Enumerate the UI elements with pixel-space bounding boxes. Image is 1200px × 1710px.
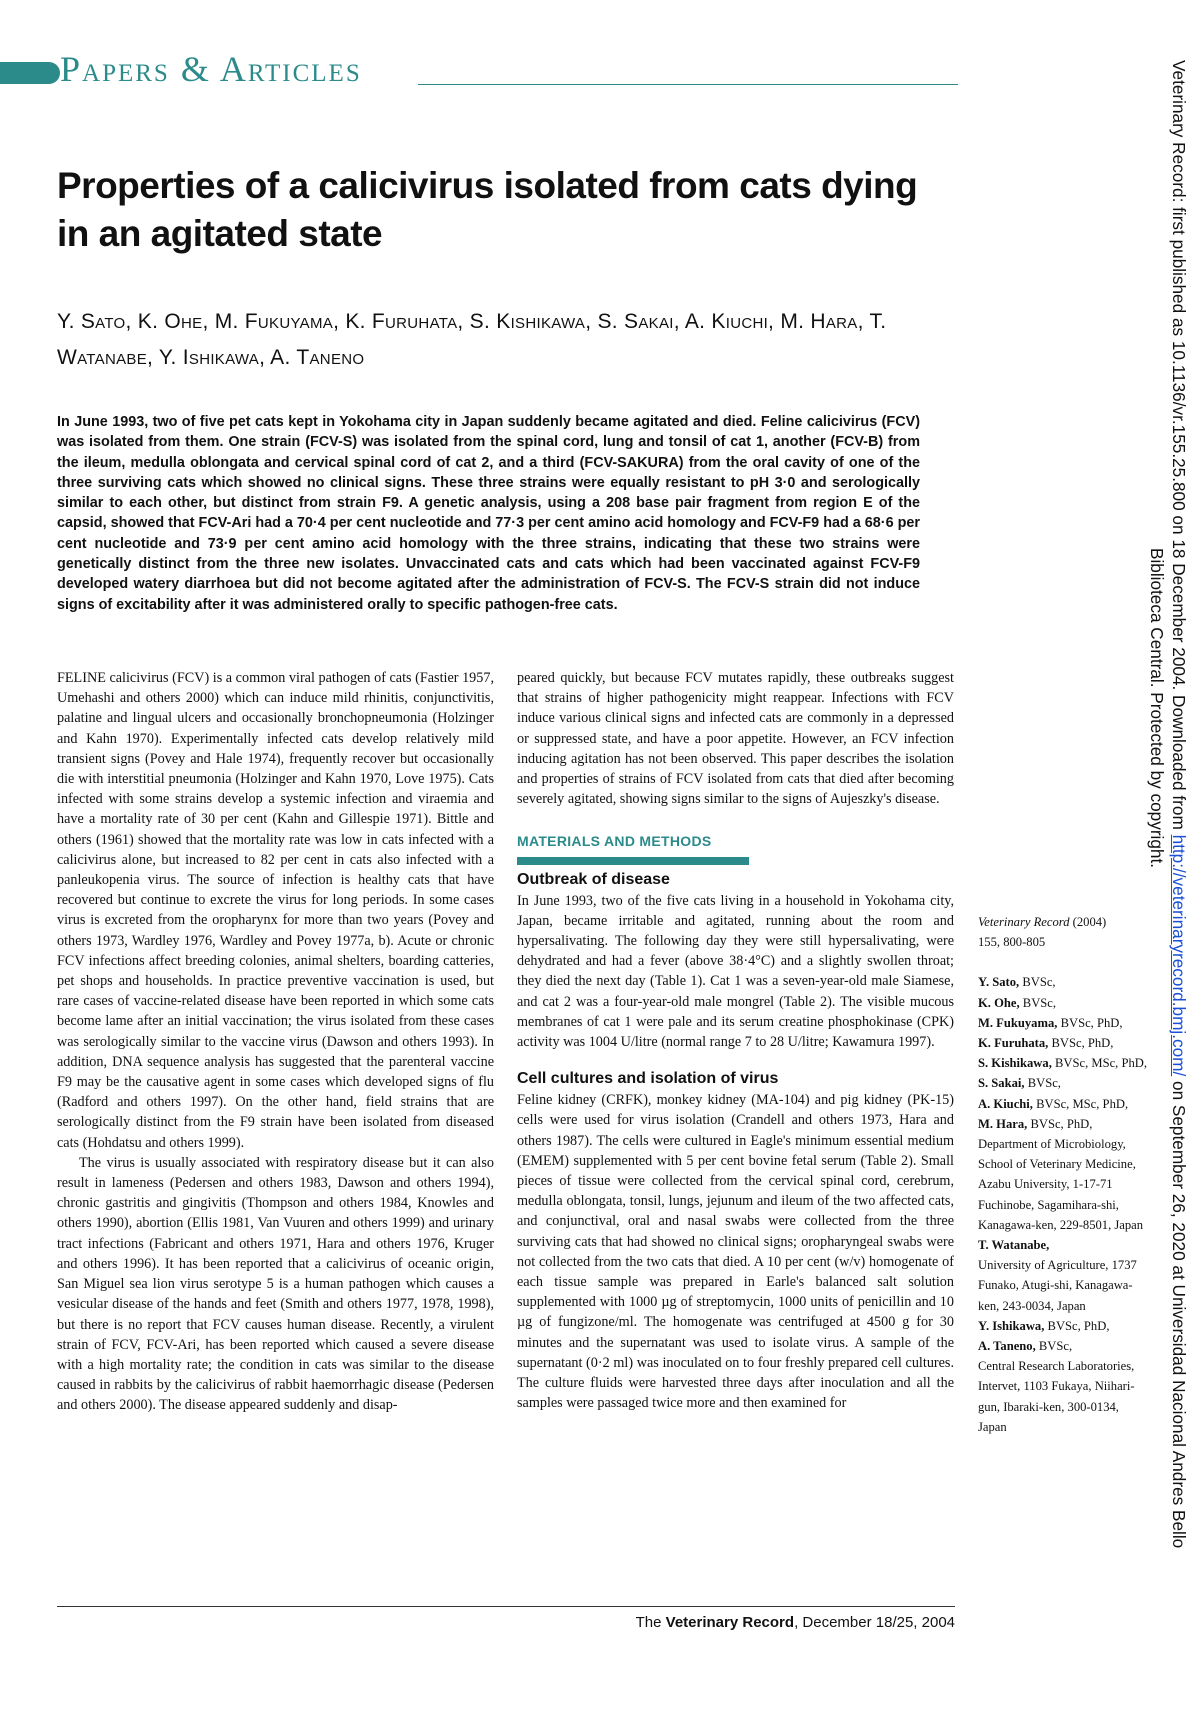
footer-rule	[57, 1606, 955, 1607]
footer-date: , December 18/25, 2004	[794, 1614, 955, 1631]
affiliation-1	[978, 972, 1150, 1437]
affiliation-author	[978, 1013, 1150, 1033]
affiliation-author	[978, 1316, 1150, 1336]
body-paragraph: The virus is usually associated with respiratory disease but it can also result in lameness (Pedersen and others 1983, Dawson and others 1994), chronic gastritis and gingivitis (Thompson and others 1984, Knowles and others 1990), abortion (Ellis 1981, Van Vuuren and others 1999) and urinary tract infections (Fabricant and others 1971, Hara and others 1976, Kruger and others 1996). It has been reported that a calicivirus of oceanic origin, San Miguel sea lion virus serotype 5 is a human pathogen which causes a vesicular disease of the hands and feet (Smith and others 1977, 1978, 1998), but there is no report that FCV causes human disease. Recently, a virulent strain of FCV, FCV-Ari, has been reported which caused a severe disease with a high mortality rate; the condition in cats was similar to the disease caused in rabbits by the calicivirus of rabbit haemorrhagic disease (Pedersen and others 2000). The disease appeared suddenly and disap-	[57, 1154, 494, 1414]
affiliation-names	[978, 1316, 1150, 1356]
download-notice-text: Veterinary Record: first published as 10.1136/vr.155.25.800 on 18 December 2004. Downloaded from	[1169, 60, 1189, 830]
outbreak-paragraph: In June 1993, two of the five cats living in a household in Yokohama city, Japan, became irritable and agitated, running about the room and hypersalivating. The following day they were still hypersalivating, were dehydrated and had a fever (above 38·4°C) and a slightly swollen throat; they died the next day (Table 1). Cat 1 was a seven-year-old male Siamese, and cat 2 was a four-year-old male mongrel (Table 2). The visible mucous membranes of cat 1 were pale and its serum creatine phosphokinase (CPK) activity was 1004 U/litre (normal range 7 to 28 U/litre; Kawamura 1997).	[517, 892, 954, 1051]
journal-citation: 155, 800-805	[978, 935, 1046, 950]
header-rule	[418, 84, 958, 85]
outbreak-heading: Outbreak of disease	[517, 870, 670, 888]
section-marker	[0, 62, 60, 84]
journal-year: (2004)	[1072, 915, 1107, 929]
affiliation-name: T. Watanabe,	[978, 1238, 1050, 1253]
download-notice	[1146, 60, 1190, 1710]
author-degree: BVSc, PhD,	[1044, 1318, 1110, 1333]
sidebar	[978, 912, 1150, 1437]
author-name: Y. Ishikawa,	[978, 1318, 1045, 1333]
author-name: S. Sakai,	[978, 1076, 1025, 1091]
author-name: M. Hara,	[978, 1116, 1028, 1131]
author-name: K. Furuhata,	[978, 1036, 1049, 1051]
affiliation-author	[978, 1053, 1150, 1073]
download-notice-text: on September 26, 2020 at Universidad Nacional Andres Bello	[1169, 1081, 1189, 1549]
author-degree: BVSc, PhD,	[1027, 1116, 1093, 1131]
affiliation-author	[978, 1094, 1150, 1114]
materials-methods-heading: MATERIALS AND METHODS	[517, 831, 749, 864]
affiliation-author	[978, 1114, 1150, 1134]
page-footer	[600, 1614, 955, 1631]
journal-name: Veterinary Record	[978, 915, 1070, 929]
affiliation-author	[978, 1033, 1150, 1053]
author-name: M. Fukuyama,	[978, 1015, 1058, 1030]
journal-link[interactable]: http://veterinaryrecord.bmj.com/	[1169, 834, 1189, 1077]
affiliation-author	[978, 972, 1150, 992]
citation-block	[978, 912, 1150, 952]
cell-cultures-paragraph: Feline kidney (CRFK), monkey kidney (MA-104) and pig kidney (PK-15) cells were used for virus isolation (Crandell and others 1973, Hara and others 1987). The cells were cultured in Eagle's minimum essential medium (EMEM) supplemented with 5 per cent bovine fetal serum (Table 2). Small pieces of tissue were collected from the cervical spinal cord, cerebrum, medulla oblongata, tonsil, lungs, jejunum and ileum of the two affected cats, and conjunctival, oral and nasal swabs were collected from the three surviving cats that had showed no clinical signs; oropharyngeal swabs were not collected from the two cats that died. A 10 per cent (w/v) homogenate of each tissue sample was prepared in Earle's balanced salt solution supplemented with 1000 µg of streptomycin, 1000 units of penicillin and 10 µg of fungizone/ml. The homogenate was centrifuged at 4500 g for 30 minutes and the supernatant was used to isolate virus. A sample of the supernatant (0·2 ml) was inoculated on to four freshly prepared cell cultures. The culture fluids were harvested three days after inoculation and all the samples were passaged twice more and then examined for	[517, 1092, 954, 1412]
affiliation-address: University of Agriculture, 1737 Funako, Atugi-shi, Kanagawa-ken, 243-0034, Japan	[978, 1258, 1137, 1313]
author-degree: BVSc,	[1035, 1339, 1073, 1354]
footer-prefix: The	[635, 1614, 662, 1631]
body-column-right	[517, 668, 954, 1414]
section-title: Papers & Articles	[60, 49, 362, 89]
author-degree: BVSc, PhD,	[1048, 1036, 1114, 1051]
author-name: Y. Sato,	[978, 975, 1020, 990]
author-degree: BVSc, MSc, PhD,	[1051, 1056, 1148, 1071]
author-degree: BVSc,	[1019, 995, 1057, 1010]
author-name: K. Ohe,	[978, 995, 1020, 1010]
article-title: Properties of a calicivirus isolated from cats dying in an agitated state	[57, 165, 918, 254]
affiliation-author	[978, 993, 1150, 1013]
author-degree: BVSc,	[1019, 975, 1056, 990]
download-notice-line2: Biblioteca Central. Protected by copyright.	[1147, 548, 1167, 869]
footer-journal: Veterinary Record	[665, 1614, 795, 1631]
author-degree: BVSc,	[1024, 1076, 1061, 1091]
author-name: S. Kishikawa,	[978, 1056, 1052, 1071]
body-paragraph: peared quickly, but because FCV mutates rapidly, these outbreaks suggest that strains of higher pathogenicity might reappear. Infections with FCV induce various clinical signs and infected cats are commonly in a depressed or suppressed state, and have a poor appetite. However, an FCV infection inducing agitation has not been observed. This paper describes the isolation and properties of strains of FCV isolated from cats that died after becoming severely agitated, showing signs similar to the signs of Aujeszky's disease.	[517, 670, 954, 808]
author-degree: BVSc, PhD,	[1057, 1015, 1123, 1030]
cell-cultures-heading: Cell cultures and isolation of virus	[517, 1070, 779, 1088]
affiliation-address: Department of Microbiology, School of Veterinary Medicine, Azabu University, 1-17-71 Fuchinobe, Sagamihara-shi, Kanagawa-ken, 229-8501, Japan	[978, 1137, 1144, 1232]
body-paragraph: FELINE calicivirus (FCV) is a common viral pathogen of cats (Fastier 1957, Umehashi and others 2000) which can induce mild rhinitis, conjunctivitis, palatine and lingual ulcers and occasionally bronchopneumonia (Holzinger and Kahn 1970). Experimentally infected cats develop relatively mild transient signs (Povey and Hale 1974), frequently recover but occasionally die with interstitial pneumonia (Holzinger and Kahn 1970, Love 1975). Cats infected with some strains develop a systemic infection and viraemia and have a mortality rate of 30 per cent (Kahn and Gillespie 1971). Bittle and others (1961) showed that the mortality rate was low in cats infected with a calicivirus alone, but increased to 82 per cent in cats also infected with a panleukopenia virus. The source of infection is healthy cats that have recovered but continue to excrete the virus for long periods. In some cases virus is excreted from the oropharynx for more than two years (Povey and others 1973, Wardley 1976, Wardley and Povey 1977a, b). Acute or chronic FCV infections affect breeding colonies, animal shelters, boarding catteries, pet shops and households. In practice preventive vaccination is used, but rare cases of vaccine-related disease have been reported in which some cats become lame after an initial vaccination; the virus isolated from these cases was serologically similar to the vaccine virus (Dawson and others 1993). In addition, DNA sequence analysis has suggested that the parenteral vaccine F9 may be the causative agent in some cases which developed signs of flu (Radford and others 1997). On the other hand, field strains that are serologically distinct from the F9 strain have been isolated from diseased cats (Hohdatsu and others 1999).	[57, 670, 494, 1151]
author-name: A. Taneno,	[978, 1339, 1036, 1354]
author-name: A. Kiuchi,	[978, 1096, 1033, 1111]
affiliation-author	[978, 1073, 1150, 1093]
author-degree: BVSc, MSc, PhD,	[1032, 1096, 1129, 1111]
abstract: In June 1993, two of five pet cats kept in Yokohama city in Japan suddenly became agitated and died. Feline calicivirus (FCV) was isolated from them. One strain (FCV-S) was isolated from the spinal cord, lung and tonsil of cat 1, another (FCV-B) from the ileum, medulla oblongata and cervical spinal cord of cat 2, and a third (FCV-SAKURA) from the oral cavity of one of the three surviving cats which showed no clinical signs. These three strains were equally resistant to pH 3·0 and serologically similar to each other, but distinct from strain F9. A genetic analysis, using a 208 base pair fragment from region E of the capsid, showed that FCV-Ari had a 70·4 per cent nucleotide and 77·3 per cent amino acid homology and FCV-F9 had a 68·6 per cent nucleotide and 73·9 per cent amino acid homology with the three strains, indicating that these two strains were genetically distinct from the three new isolates. Unvaccinated cats and cats which had been vaccinated against FCV-F9 developed watery diarrhoea but did not become agitated after the administration of FCV-S. The FCV-S strain did not induce signs of excitability after it was administered orally to specific pathogen-free cats.	[57, 414, 920, 613]
affiliation-author	[978, 1336, 1150, 1356]
affiliation-names	[978, 972, 1150, 1134]
affiliation-address: Central Research Laboratories, Intervet, 1103 Fukaya, Niihari-gun, Ibaraki-ken, 300-0134, Japan	[978, 1359, 1135, 1434]
author-list: Y. Sato, K. Ohe, M. Fukuyama, K. Furuhata, S. Kishikawa, S. Sakai, A. Kiuchi, M. Hara, T. Watanabe, Y. Ishikawa, A. Taneno	[57, 310, 887, 369]
body-column-left	[57, 668, 494, 1416]
